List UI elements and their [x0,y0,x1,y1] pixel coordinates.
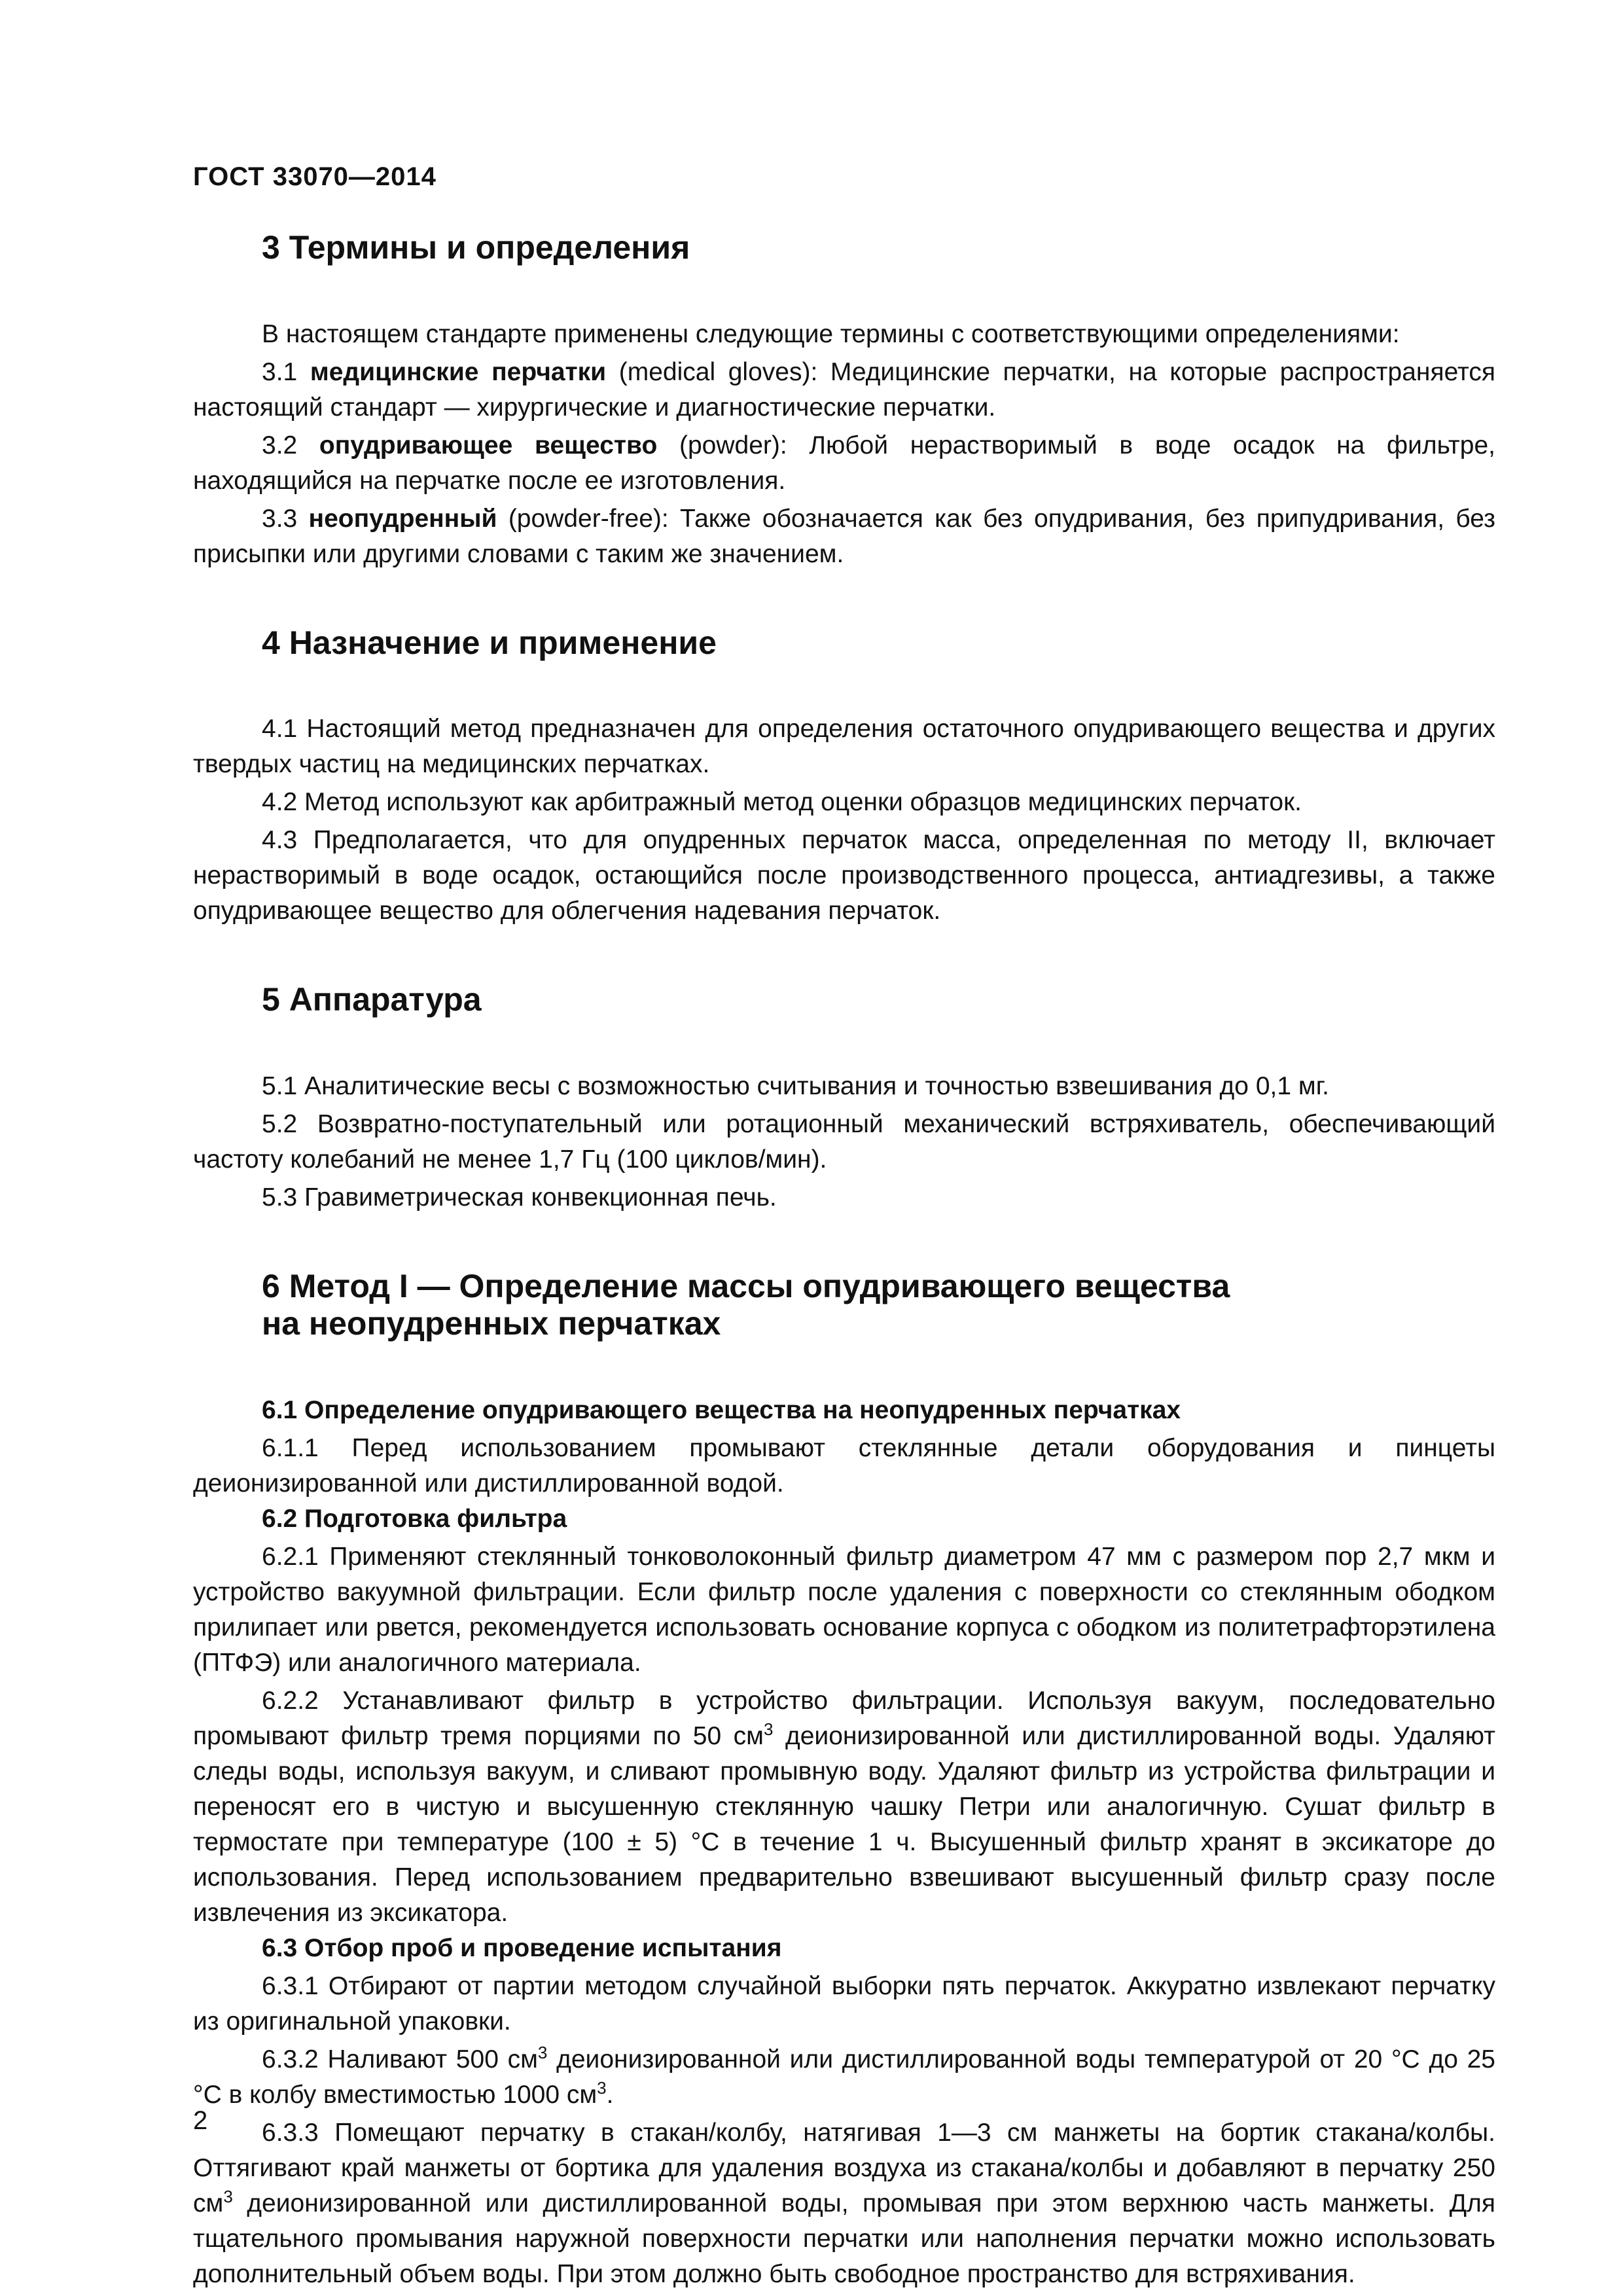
section-3-intro: В настоящем стандарте применены следующие термины с соответствующими определениями: [262,319,1400,348]
superscript: 3 [537,2042,548,2062]
paragraph-text: деионизированной или дистиллированной воды температурой от 20 °С до 25 °С в колбу вместимостью 1000 см [193,2045,1495,2109]
term-definition: (medical gloves): Медицинские перчатки, на которые распространяется настоящий стандарт — хирургические и диагностические перчатки. [193,357,1496,422]
term-name: опудривающее вещество [319,431,658,459]
paragraph-5-1: 5.1 Аналитические весы с возможностью считывания и точностью взвешивания до 0,1 мг. [262,1071,1329,1100]
paragraph-6-3-2 [193,2042,1495,2113]
superscript: 3 [223,2186,233,2206]
paragraph-6-2-1: 6.2.1 Применяют стеклянный тонковолоконный фильтр диаметром 47 мм с размером пор 2,7 мкм и устройство вакуумной фильтрации. Если фильтр после удаления с поверхности со стеклянным ободком прилипает или рвется, рекомендуется использовать основание корпуса с ободком из политетрафторэтилена (ПТФЭ) или аналогичного материала. [193,1542,1495,1677]
paragraph-text: 6.3.2 Наливают 500 см [262,2045,538,2073]
subsection-6-2-title: 6.2 Подготовка фильтра [262,1504,567,1533]
subsection-6-3-title: 6.3 Отбор проб и проведение испытания [262,1933,782,1962]
page-number: 2 [193,2106,208,2135]
section-5-title: 5 Аппаратура [262,981,482,1018]
superscript: 3 [597,2077,607,2098]
subsection-6-1-title: 6.1 Определение опудривающего вещества на неопудренных перчатках [262,1395,1181,1424]
paragraph-text: деионизированной или дистиллированной воды. Удаляют следы воды, используя вакуум, и сливают промывную воду. Удаляют фильтр из устройства фильтрации и переносят его в чистую и высушенную стеклянную чашку Петри или аналогичную. Сушат фильтр в термостате при температуре (100 ± 5) °С в течение 1 ч. Высушенный фильтр хранят в эксикаторе до использования. Перед использованием предварительно взвешивают высушенный фильтр сразу после извлечения из эксикатора. [193,1721,1496,1927]
paragraph-text: деионизированной или дистиллированной воды, промывая при этом верхнюю часть манжеты. Для тщательного промывания наружной поверхности перчатки или наполнения перчатки можно использовать дополнительный объем воды. При этом должно быть свободное пространство для встряхивания. [193,2189,1495,2288]
paragraph-4-3: 4.3 Предполагается, что для опудренных перчаток масса, определенная по методу II, включает нерастворимый в воде осадок, остающийся после производственного процесса, антиадгезивы, а также опудривающее вещество для облегчения надевания перчаток. [193,826,1495,925]
paragraph-6-1-1: 6.1.1 Перед использованием промывают стеклянные детали оборудования и пинцеты деионизированной или дистиллированной водой. [193,1433,1495,1498]
paragraph-text: . [606,2080,614,2109]
paragraph-6-3-3 [193,2115,1495,2292]
term-3-2 [193,428,1495,499]
term-number: 3.1 [262,357,298,386]
term-definition: (powder): Любой нерастворимый в воде осадок на фильтре, находящийся на перчатке после ее изготовления. [193,431,1496,495]
superscript: 3 [764,1719,774,1739]
document-id-header: ГОСТ 33070—2014 [193,162,437,191]
paragraph-5-2: 5.2 Возвратно-поступательный или ротационный механический встряхиватель, обеспечивающий частоту колебаний не менее 1,7 Гц (100 циклов/мин). [193,1109,1495,1174]
paragraph-6-2-2 [193,1683,1495,1931]
term-number: 3.3 [262,504,298,533]
term-name: медицинские перчатки [310,357,607,386]
section-6-title-line-1: 6 Метод I — Определение массы опудривающего вещества [262,1267,1230,1304]
section-4-title: 4 Назначение и применение [262,624,717,661]
term-number: 3.2 [262,431,298,459]
page-content [193,229,1495,2292]
paragraph-4-2: 4.2 Метод используют как арбитражный метод оценки образцов медицинских перчаток. [262,788,1302,816]
term-3-1 [193,355,1495,425]
section-6-title-line-2: на неопудренных перчатках [262,1305,721,1342]
term-definition: (powder-free): Также обозначается как без опудривания, без припудривания, без присыпки или другими словами с таким же значением. [193,504,1495,568]
term-name: неопудренный [308,504,497,533]
paragraph-text: 6.3.3 Помещают перчатку в стакан/колбу, натягивая 1—3 см манжеты на бортик стакана/колбы. Оттягивают край манжеты от бортика для удаления воздуха из стакана/колбы и добавляют в перчатку 250 см [193,2118,1495,2217]
paragraph-6-3-1: 6.3.1 Отбирают от партии методом случайной выборки пять перчаток. Аккуратно извлекают перчатку из оригинальной упаковки. [193,1971,1495,2036]
paragraph-4-1: 4.1 Настоящий метод предназначен для определения остаточного опудривающего вещества и других твердых частиц на медицинских перчатках. [193,715,1495,778]
term-3-3 [193,501,1495,572]
paragraph-text: 6.2.2 Устанавливают фильтр в устройство фильтрации. Используя вакуум, последовательно промывают фильтр тремя порциями по 50 см [193,1686,1495,1750]
paragraph-5-3: 5.3 Гравиметрическая конвекционная печь. [262,1183,777,1211]
section-3-title: 3 Термины и определения [262,229,690,266]
section-6-title [193,1268,1495,1343]
